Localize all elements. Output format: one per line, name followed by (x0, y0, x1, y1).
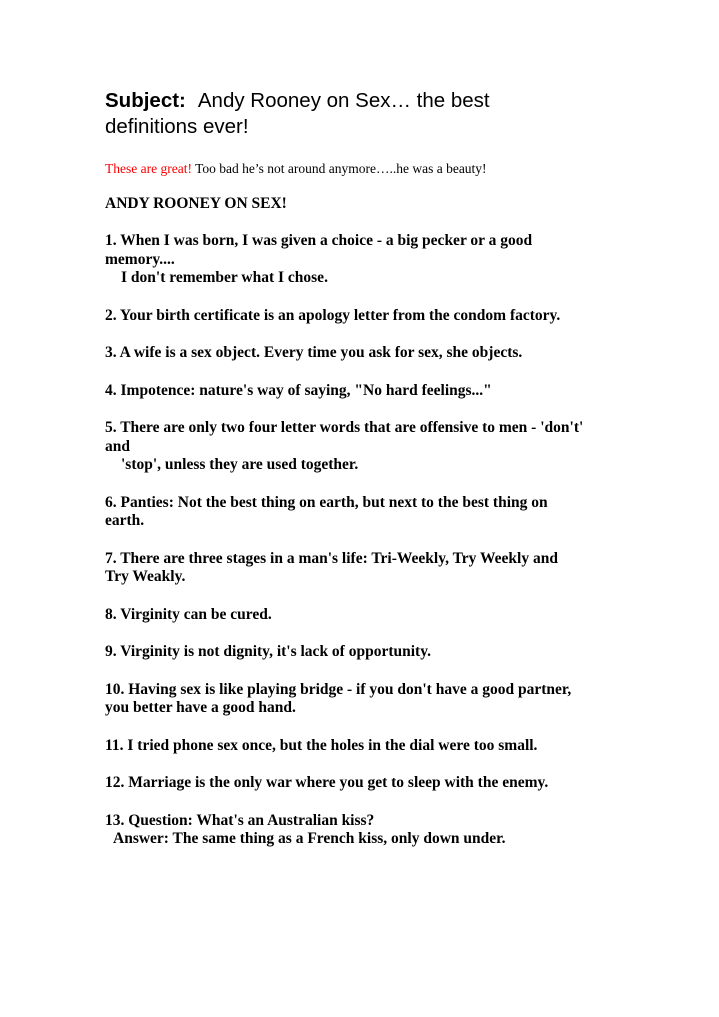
definition-item-12 (105, 774, 665, 793)
definition-line: 12. Marriage is the only war where you get to sleep with the enemy. (105, 774, 549, 791)
definition-item-7 (105, 550, 665, 587)
subject-line (105, 88, 665, 140)
definition-line: 5. There are only two four letter words that are offensive to men - 'don't' (105, 419, 584, 436)
definition-line: 2. Your birth certificate is an apology letter from the condom factory. (105, 306, 561, 324)
intro-paragraph (105, 160, 665, 178)
definition-item-3 (105, 344, 665, 363)
subject-label: Subject: (105, 89, 186, 112)
definition-line: Answer: The same thing as a French kiss, only down under. (113, 830, 506, 847)
document-page (105, 88, 665, 868)
definition-item-4 (105, 382, 665, 401)
definition-item-10 (105, 681, 665, 718)
definition-item-6 (105, 494, 665, 531)
definition-line: you better have a good hand. (105, 699, 296, 716)
subject-title-line-2: definitions ever! (105, 115, 249, 138)
definition-line: 3. A wife is a sex object. Every time you ask for sex, she objects. (105, 344, 523, 361)
definition-line: 6. Panties: Not the best thing on earth, but next to the best thing on (105, 493, 548, 511)
intro-highlight: These are great! (105, 161, 192, 176)
definition-item-2 (105, 307, 665, 326)
subject-title-line-1: Andy Rooney on Sex… the best (197, 89, 490, 112)
definition-item-11 (105, 737, 665, 756)
definition-item-9 (105, 643, 665, 662)
definition-line: I don't remember what I chose. (121, 269, 328, 286)
document-heading: ANDY ROONEY ON SEX! (105, 195, 287, 212)
definition-line: 7. There are three stages in a man's life: Tri-Weekly, Try Weekly and (105, 549, 558, 567)
definition-line: 10. Having sex is like playing bridge - if you don't have a good partner, (105, 680, 572, 698)
intro-text: Too bad he’s not around anymore…..he was a beauty! (191, 161, 487, 176)
definition-line: 8. Virginity can be cured. (105, 605, 272, 623)
definition-item-5 (105, 419, 665, 475)
definition-item-13 (105, 812, 665, 849)
definition-line: Try Weakly. (105, 568, 186, 585)
definition-item-8 (105, 606, 665, 625)
definition-line: earth. (105, 512, 145, 529)
definition-line: 9. Virginity is not dignity, it's lack of opportunity. (105, 643, 431, 660)
definition-line: and (105, 437, 130, 455)
definition-line: 4. Impotence: nature's way of saying, "No hard feelings..." (105, 381, 492, 399)
definition-line: 11. I tried phone sex once, but the holes in the dial were too small. (105, 736, 538, 754)
definition-line: 13. Question: What's an Australian kiss? (105, 811, 375, 829)
definitions-list (105, 232, 665, 849)
definition-item-1 (105, 232, 665, 288)
definition-line: 'stop', unless they are used together. (121, 456, 359, 473)
definition-line: 1. When I was born, I was given a choice - a big pecker or a good (105, 232, 533, 249)
definition-line: memory.... (105, 250, 175, 268)
